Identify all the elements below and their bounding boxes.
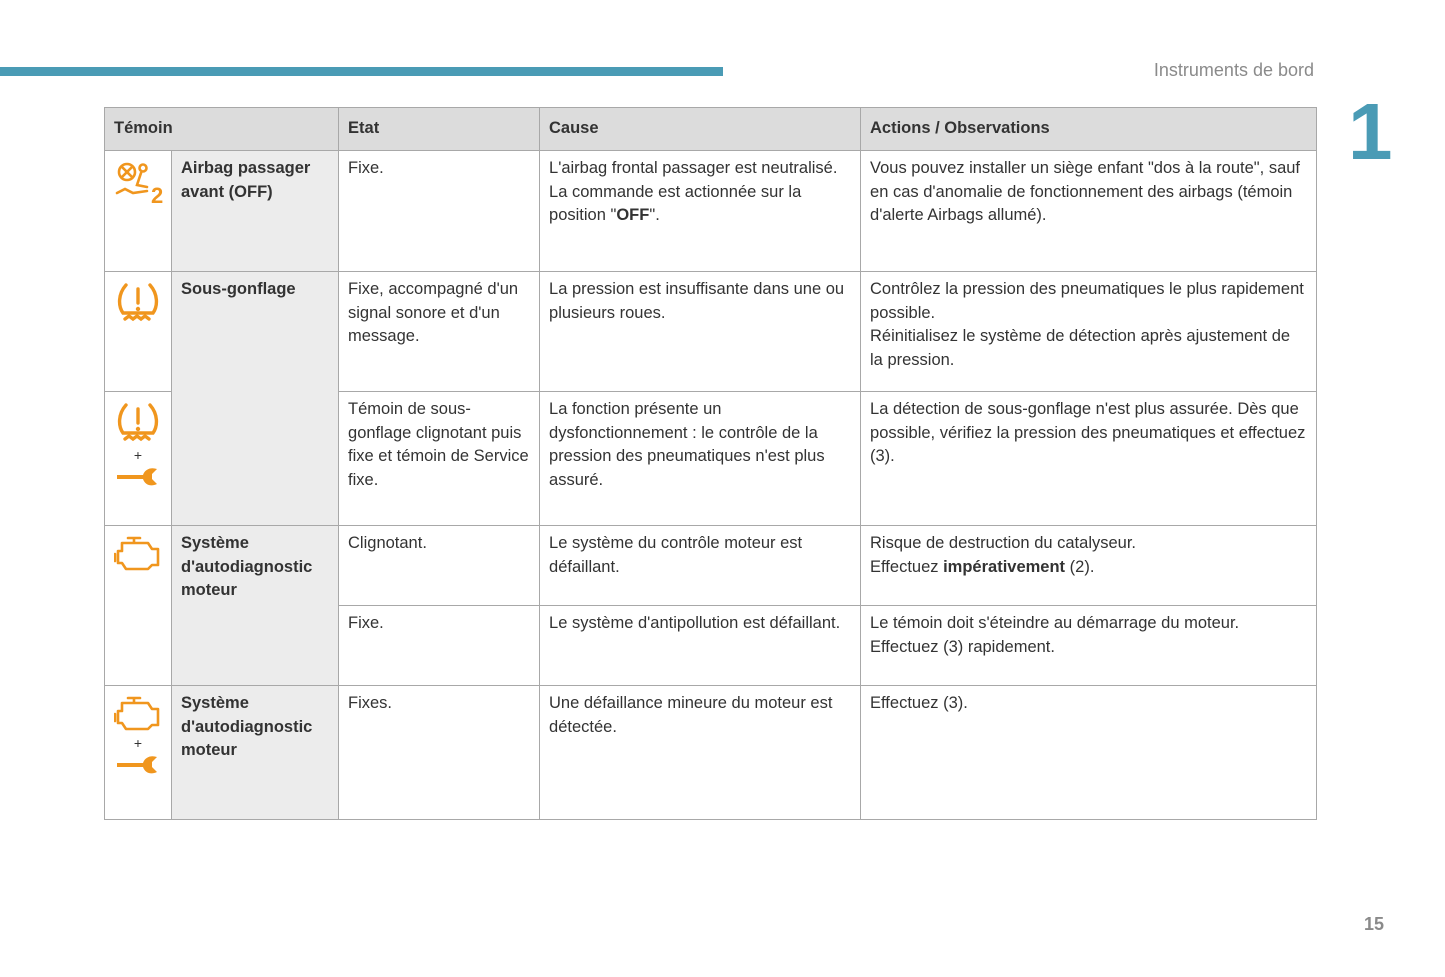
etat-cell: Fixe. <box>339 151 540 272</box>
cause-cell: La fonction présente un dysfonctionnement : le contrôle de la pression des pneumatiques n'est plus assuré. <box>540 392 861 526</box>
icon-cell <box>105 686 172 820</box>
actions-cell: Le témoin doit s'éteindre au démarrage du moteur. Effectuez (3) rapidement. <box>861 606 1317 686</box>
actions-cell <box>861 526 1317 606</box>
warning-name: Sous-gonflage <box>172 272 339 526</box>
svg-text:2: 2 <box>151 183 163 205</box>
cause-cell <box>540 151 861 272</box>
cause-text: ". <box>649 206 660 225</box>
cause-line: L'airbag frontal passager est neutralisé. <box>549 159 838 177</box>
table-row <box>105 151 1317 272</box>
etat-cell: Fixes. <box>339 686 540 820</box>
cause-cell: La pression est insuffisante dans une ou plusieurs roues. <box>540 272 861 392</box>
actions-cell: Vous pouvez installer un siège enfant "dos à la route", sauf en cas d'anomalie de fonctionnement des airbags (témoin d'alerte Airbags allumé). <box>861 151 1317 272</box>
warning-lights-table <box>104 107 1317 820</box>
cause-cell: Le système d'antipollution est défaillant. <box>540 606 861 686</box>
icon-cell <box>105 151 172 272</box>
header-accent-bar <box>0 67 723 76</box>
header-temoin: Témoin <box>105 108 339 151</box>
service-wrench-icon <box>115 466 161 488</box>
table-header-row <box>105 108 1317 151</box>
etat-cell: Témoin de sous-gonflage clignotant puis fixe et témoin de Service fixe. <box>339 392 540 526</box>
icon-cell <box>105 526 172 686</box>
cause-cell: Une défaillance mineure du moteur est détectée. <box>540 686 861 820</box>
cause-text: La commande est actionnée sur la position " <box>549 182 802 225</box>
actions-line: Réinitialisez le système de détection après ajustement de la pression. <box>870 327 1291 369</box>
actions-line <box>870 556 1307 580</box>
actions-text: Effectuez <box>870 557 944 576</box>
actions-cell: La détection de sous-gonflage n'est plus assurée. Dès que possible, vérifiez la pression des pneumatiques et effectuez (3). <box>861 392 1317 526</box>
cause-line <box>549 181 851 228</box>
actions-cell: Effectuez (3). <box>861 686 1317 820</box>
tyre-pressure-warning-icon <box>115 400 161 444</box>
table-row <box>105 686 1317 820</box>
etat-cell: Fixe. <box>339 606 540 686</box>
icon-cell <box>105 392 172 526</box>
plus-sign: + <box>133 447 143 463</box>
table-row <box>105 526 1317 606</box>
icon-cell <box>105 272 172 392</box>
etat-cell: Clignotant. <box>339 526 540 606</box>
cause-bold: OFF <box>616 206 650 225</box>
actions-line: Contrôlez la pression des pneumatiques le plus rapidement possible. <box>870 280 1304 322</box>
cause-cell: Le système du contrôle moteur est défaillant. <box>540 526 861 606</box>
etat-cell: Fixe, accompagné d'un signal sonore et d'un message. <box>339 272 540 392</box>
header-cause: Cause <box>540 108 861 151</box>
section-title: Instruments de bord <box>1153 60 1314 80</box>
table-row <box>105 272 1317 392</box>
actions-text: (2). <box>1065 557 1095 576</box>
page-number: 15 <box>1364 914 1385 934</box>
tyre-pressure-warning-icon <box>115 280 161 324</box>
header-etat: Etat <box>339 108 540 151</box>
actions-bold: impérativement <box>943 557 1066 576</box>
actions-line: Risque de destruction du catalyseur. <box>870 534 1137 552</box>
plus-sign: + <box>133 735 143 751</box>
warning-name: Système d'autodiagnostic moteur <box>172 526 339 686</box>
chapter-number: 1 <box>1348 87 1393 176</box>
service-wrench-icon <box>115 754 161 776</box>
engine-check-icon <box>114 694 162 732</box>
header-actions: Actions / Observations <box>861 108 1317 151</box>
engine-check-icon <box>114 534 162 572</box>
airbag-passenger-off-icon <box>113 159 163 205</box>
warning-name: Système d'autodiagnostic moteur <box>172 686 339 820</box>
actions-cell <box>861 272 1317 392</box>
warning-name: Airbag passager avant (OFF) <box>172 151 339 272</box>
